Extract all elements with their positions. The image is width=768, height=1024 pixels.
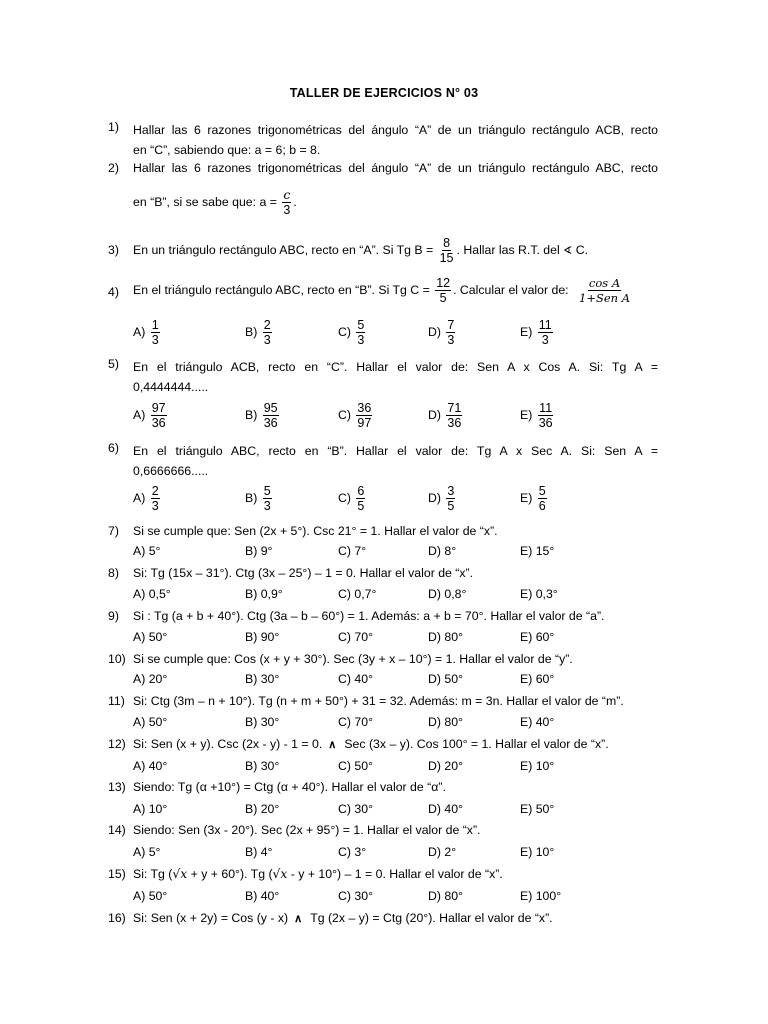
text: 3 <box>357 333 365 347</box>
text: D) 20° <box>428 759 463 773</box>
text: A) 5° <box>133 845 161 859</box>
text: Si: Sen (x + 2y) = Cos (y - x) <box>133 911 289 925</box>
text: B) <box>245 490 258 505</box>
text: Si: Ctg (3m – n + 10°). Tg (n + m + 50°) + 31 = 32. Además: m = 3n. Hallar el valor de “m”. <box>133 694 624 708</box>
text: A) <box>133 324 146 339</box>
exercise-number: 6) <box>108 441 119 455</box>
answer-option <box>245 401 281 430</box>
text: B) 30° <box>245 715 280 729</box>
text: Si: Tg (15x – 31°). Ctg (3x – 25°) – 1 = 0. Hallar el valor de “x”. <box>133 566 474 580</box>
text: D) 0,8° <box>428 587 467 601</box>
angle-icon: ∢ <box>563 244 573 257</box>
text: D) <box>428 324 441 339</box>
text: 3 <box>447 484 455 498</box>
text: D) 80° <box>428 889 463 903</box>
text: 15) <box>108 867 126 881</box>
text: 13) <box>108 780 126 794</box>
exercise-text: en “B”, si se sabe que: a = <box>133 194 277 209</box>
text: 95 <box>263 401 278 415</box>
text: C) 0,7° <box>338 587 377 601</box>
text: D) 50° <box>428 672 463 686</box>
text: B) 20° <box>245 802 280 816</box>
text: 5 <box>357 499 365 513</box>
text: - y + 10°) – 1 = 0. Hallar el valor de “x”. <box>287 867 503 881</box>
text: C. <box>572 242 589 257</box>
answer-option <box>133 401 169 430</box>
text: B) 40° <box>245 889 280 903</box>
text: 11 <box>538 318 552 332</box>
text: 36 <box>151 416 166 430</box>
text: Siendo: Tg (α +10°) = Ctg (α + 40°). Hallar el valor de “α”. <box>133 780 446 794</box>
logical-and-icon: ∧ <box>328 739 337 751</box>
answer-option <box>520 318 555 347</box>
text: En el triángulo ACB, recto en “C”. Hallar el valor de: Sen A x Cos A. Si: Tg A = <box>133 360 658 374</box>
text: 7 <box>447 318 455 332</box>
sqrt-expression: √x <box>272 867 288 881</box>
text: . Calcular el valor de: <box>453 282 569 297</box>
text: E) <box>520 407 533 422</box>
exercise-number: 1) <box>108 120 119 134</box>
text: D) 80° <box>428 715 463 729</box>
text: D) <box>428 407 441 422</box>
answer-option <box>338 318 367 347</box>
text: 1+Sen A <box>579 291 631 305</box>
text: 14) <box>108 823 126 837</box>
text: 3 <box>263 499 271 513</box>
text: E) <box>520 324 533 339</box>
text: Si: Sen (x + y). Csc (2x - y) - 1 = 0. <box>133 737 323 751</box>
text: 5 <box>263 484 271 498</box>
text: B) <box>245 407 258 422</box>
text: 6 <box>538 499 546 513</box>
text: A) 50° <box>133 715 168 729</box>
text: E) 15° <box>520 544 555 558</box>
text: 1 <box>151 318 159 332</box>
fraction <box>282 188 291 217</box>
text: 0,4444444..... <box>133 380 209 394</box>
text: C) 7° <box>338 544 367 558</box>
text: C) <box>338 407 351 422</box>
text: C) 30° <box>338 802 373 816</box>
answer-option <box>245 484 274 513</box>
text: C) <box>338 490 351 505</box>
text: C) 70° <box>338 715 373 729</box>
text: 16) <box>108 911 126 925</box>
text: Si se cumple que: Cos (x + y + 30°). Sec (3y + x – 10°) = 1. Hallar el valor de “y”. <box>133 652 573 666</box>
text: B) 9° <box>245 544 273 558</box>
text: En el triángulo ABC, recto en “B”. Hallar el valor de: Tg A x Sec A. Si: Sen A = <box>133 444 658 458</box>
exercise-text: en “C”, sabiendo que: a = 6; b = 8. <box>133 143 321 157</box>
text: 3 <box>541 333 549 347</box>
text: En el triángulo rectángulo ABC, recto en “B”. Si Tg C = <box>133 282 430 297</box>
text: 8 <box>443 236 451 250</box>
text: Tg (2x – y) = Ctg (20°). Hallar el valor de “x”. <box>310 911 553 925</box>
page-title: TALLER DE EJERCICIOS N° 03 <box>289 86 479 100</box>
text: 9) <box>108 609 119 623</box>
text: C) <box>338 324 351 339</box>
text: 3 <box>447 333 455 347</box>
text: 3 <box>151 333 159 347</box>
text: B) 4° <box>245 845 273 859</box>
text: 36 <box>263 416 278 430</box>
text: Si: Tg ( <box>133 867 173 881</box>
text: D) 80° <box>428 630 463 644</box>
text: c <box>283 187 291 202</box>
text: A) 50° <box>133 889 168 903</box>
text: 2 <box>151 484 159 498</box>
text: A) 0,5° <box>133 587 171 601</box>
text: C) 70° <box>338 630 373 644</box>
text: Si : Tg (a + b + 40°). Ctg (3a – b – 60°) = 1. Además: a + b = 70°. Hallar el valor de “a”. <box>133 609 605 623</box>
text: 97 <box>357 416 372 430</box>
fraction <box>439 236 455 265</box>
answer-option <box>520 484 549 513</box>
exercise-text: Hallar las 6 razones trigonométricas del ángulo “A” de un triángulo rectángulo ABC, recto <box>133 161 658 175</box>
exercise-number: 4) <box>108 285 119 299</box>
exercise-text: Hallar las 6 razones trigonométricas del ángulo “A” de un triángulo rectángulo ACB, recto <box>133 123 658 137</box>
text: C) 30° <box>338 889 373 903</box>
text: cos A <box>588 276 621 290</box>
text: . <box>293 194 297 209</box>
text: 36 <box>538 416 553 430</box>
text: 3 <box>263 333 271 347</box>
text: E) 0,3° <box>520 587 558 601</box>
text: D) 8° <box>428 544 457 558</box>
answer-option <box>428 401 464 430</box>
text: E) <box>520 490 533 505</box>
text: E) 40° <box>520 715 555 729</box>
text: B) 30° <box>245 759 280 773</box>
text: 5 <box>538 484 546 498</box>
text: D) 2° <box>428 845 457 859</box>
text: Sec (3x – y). Cos 100° = 1. Hallar el valor de “x”. <box>344 737 609 751</box>
expression-fraction <box>578 276 631 305</box>
text: C) 50° <box>338 759 373 773</box>
answer-option <box>133 318 162 347</box>
text: E) 10° <box>520 845 555 859</box>
fraction <box>435 276 451 305</box>
answer-option <box>338 484 367 513</box>
text: 97 <box>151 401 166 415</box>
exercise-number: 3) <box>108 243 119 257</box>
text: 15 <box>439 251 454 265</box>
text: A) 40° <box>133 759 168 773</box>
text: 6 <box>357 484 365 498</box>
text: 71 <box>447 401 462 415</box>
answer-option <box>428 484 457 513</box>
answer-option <box>245 318 274 347</box>
text: B) <box>245 324 258 339</box>
text: D) 40° <box>428 802 463 816</box>
text: 7) <box>108 524 119 538</box>
text: Si se cumple que: Sen (2x + 5°). Csc 21° = 1. Hallar el valor de “x”. <box>133 524 498 538</box>
text: 12) <box>108 737 126 751</box>
text: 11 <box>539 401 553 415</box>
answer-option <box>520 401 556 430</box>
text: Siendo: Sen (3x - 20°). Sec (2x + 95°) = 1. Hallar el valor de “x”. <box>133 823 481 837</box>
text: 0,6666666..... <box>133 464 209 478</box>
text: . Hallar las R.T. del <box>456 242 560 257</box>
text: 10) <box>108 652 126 666</box>
text: B) 30° <box>245 672 280 686</box>
text: 36 <box>447 416 462 430</box>
text: A) <box>133 490 146 505</box>
text: 36 <box>357 401 372 415</box>
text: E) 10° <box>520 759 555 773</box>
text: 5 <box>439 291 447 305</box>
text: B) 0,9° <box>245 587 283 601</box>
text: B) 90° <box>245 630 280 644</box>
sqrt-expression: √x <box>172 867 188 881</box>
text: E) 50° <box>520 802 555 816</box>
text: 8) <box>108 566 119 580</box>
text: 3 <box>283 203 291 217</box>
exercise-number: 5) <box>108 357 119 371</box>
text: En un triángulo rectángulo ABC, recto en “A”. Si Tg B = <box>133 242 434 257</box>
text: 12 <box>436 276 451 290</box>
text: 5 <box>447 499 455 513</box>
text: C) 3° <box>338 845 367 859</box>
text: A) 10° <box>133 802 168 816</box>
logical-and-icon: ∧ <box>294 913 303 925</box>
answer-option <box>428 318 457 347</box>
text: + y + 60°). Tg ( <box>187 867 273 881</box>
text: E) 100° <box>520 889 562 903</box>
text: E) 60° <box>520 672 555 686</box>
text: A) 5° <box>133 544 161 558</box>
text: A) 20° <box>133 672 168 686</box>
text: A) <box>133 407 146 422</box>
text: C) 40° <box>338 672 373 686</box>
answer-option <box>133 484 162 513</box>
text: D) <box>428 490 441 505</box>
answer-option <box>338 401 374 430</box>
text: 11) <box>108 694 125 708</box>
text: A) 50° <box>133 630 168 644</box>
text: 2 <box>263 318 271 332</box>
text: 5 <box>357 318 365 332</box>
text: 3 <box>151 499 159 513</box>
exercise-number: 2) <box>108 161 119 175</box>
text: E) 60° <box>520 630 555 644</box>
